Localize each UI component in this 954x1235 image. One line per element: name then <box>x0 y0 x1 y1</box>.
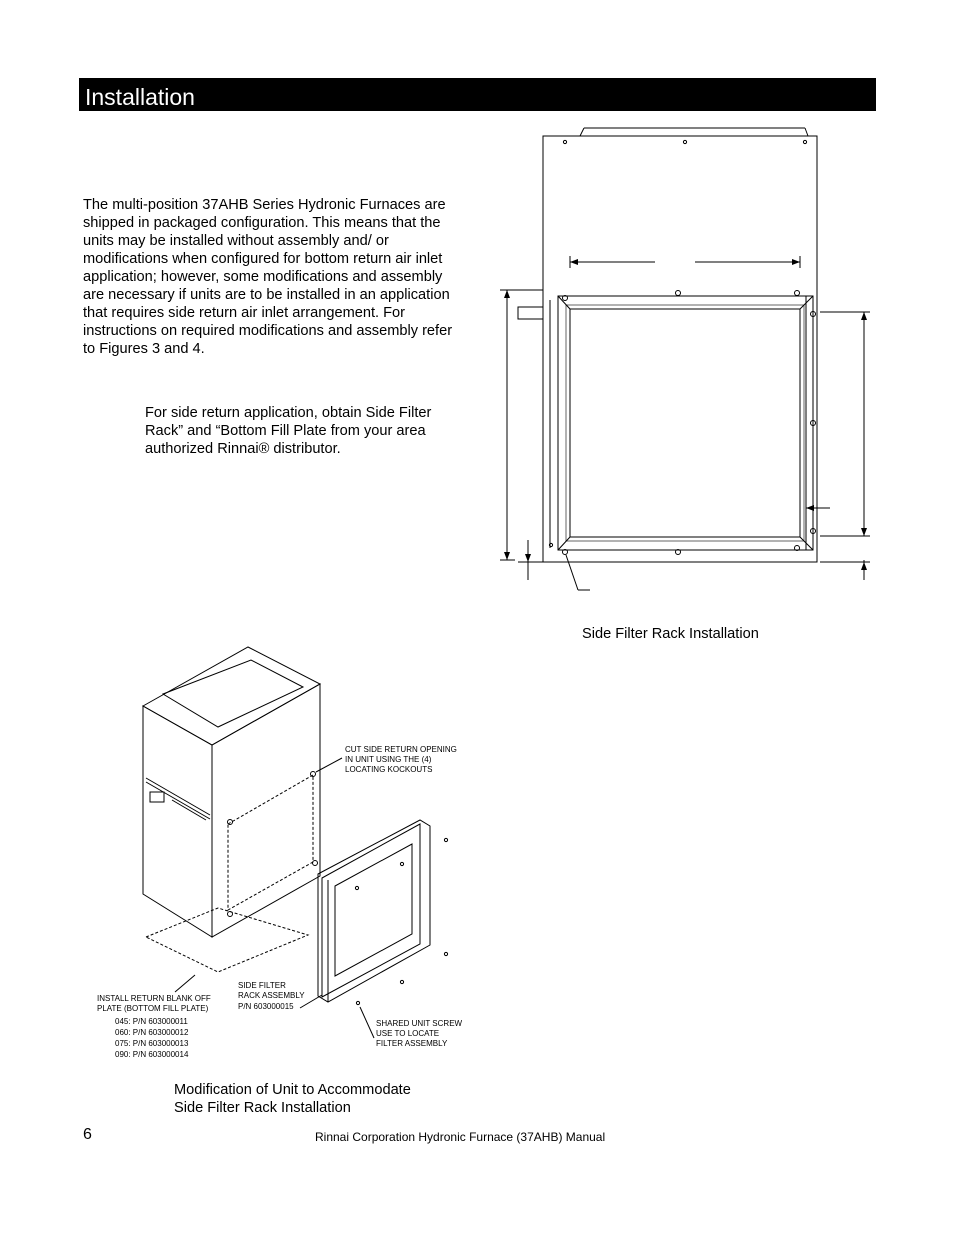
callout-rack-line2: RACK ASSEMBLY <box>238 991 305 1000</box>
callout-pn-075: 075: P/N 603000013 <box>115 1039 189 1048</box>
caption-line1: Modification of Unit to Accommodate <box>174 1082 411 1098</box>
figure-caption-unit-modification <box>174 1081 411 1117</box>
callout-install-line2: PLATE (BOTTOM FILL PLATE) <box>97 1004 209 1013</box>
caption-line2: Side Filter Rack Installation <box>174 1100 351 1116</box>
callout-rack-line3: P/N 603000015 <box>238 1002 294 1011</box>
cut-opening-outline <box>228 775 313 910</box>
callout-pn-045: 045: P/N 603000011 <box>115 1017 188 1026</box>
callout-install-line1: INSTALL RETURN BLANK OFF <box>97 994 211 1003</box>
callout-pn-090: 090: P/N 603000014 <box>115 1050 189 1059</box>
callout-cut-side-line1: CUT SIDE RETURN OPENING <box>345 745 457 754</box>
note-paragraph: For side return application, obtain Side Filter Rack” and “Bottom Fill Plate from your area authorized Rinnai® distributor. <box>145 405 432 457</box>
callout-pn-060: 060: P/N 603000012 <box>115 1028 189 1037</box>
callout-rack-line1: SIDE FILTER <box>238 981 286 990</box>
callout-screw-line3: FILTER ASSEMBLY <box>376 1039 448 1048</box>
section-title: Installation <box>85 84 195 110</box>
callout-screw-line1: SHARED UNIT SCREW <box>376 1019 463 1028</box>
figure-caption-side-filter-rack: Side Filter Rack Installation <box>582 626 759 642</box>
intro-paragraph: The multi-position 37AHB Series Hydronic Furnaces are shipped in packaged configuration. This means that the units may be installed without assembly and/ or modifications when configured for bottom return air inlet application; however, some modifications and assembly are necessary if units are to be installed in an application that requires side return air inlet arrangement. For instructions on required modifications and assembly refer to Figures 3 and 4. <box>83 197 453 357</box>
unit-front-face <box>143 706 212 937</box>
callout-cut-side-line2: IN UNIT USING THE (4) <box>345 755 432 764</box>
callout-cut-side-line3: LOCATING KOCKOUTS <box>345 765 433 774</box>
unit-top-face <box>143 647 320 745</box>
bottom-fill-plate <box>146 908 308 972</box>
callout-screw-line2: USE TO LOCATE <box>376 1029 440 1038</box>
footer-manual-title: Rinnai Corporation Hydronic Furnace (37AHB) Manual <box>315 1130 606 1144</box>
page-number: 6 <box>83 1126 92 1143</box>
